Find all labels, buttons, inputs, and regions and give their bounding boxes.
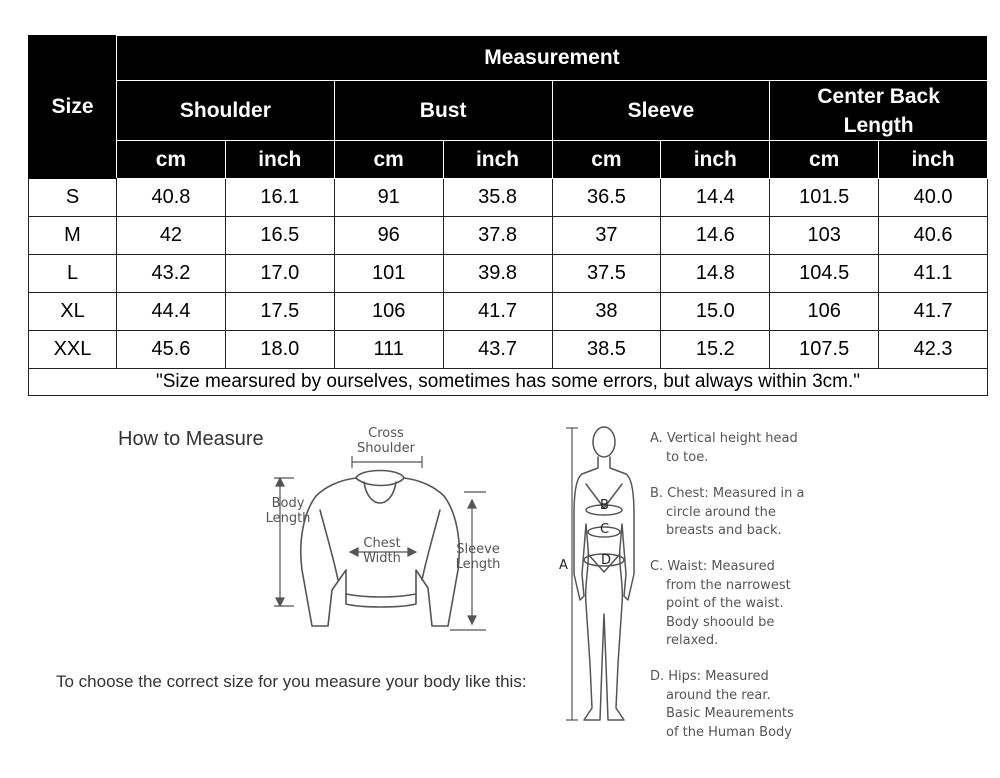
- group-header-sleeve: Sleeve: [552, 81, 770, 141]
- measurement-d-text: D. Hips: Measured around the rear. Basic Meaurements of the Human Body: [650, 669, 794, 740]
- size-cell: XL: [29, 293, 117, 331]
- value-cell: 18.0: [225, 331, 334, 369]
- value-cell: 40.6: [879, 217, 988, 255]
- value-cell: 42: [117, 217, 226, 255]
- table-row: [29, 293, 988, 331]
- group-header-shoulder: Shoulder: [117, 81, 335, 141]
- table-row: [29, 331, 988, 369]
- choose-size-instruction: To choose the correct size for you measure your body like this:: [56, 672, 527, 691]
- group-header-bust: Bust: [334, 81, 552, 141]
- measurement-a-text: A. Vertical height head to toe.: [650, 431, 798, 465]
- measurement-header: Measurement: [117, 36, 988, 81]
- value-cell: 14.6: [661, 217, 770, 255]
- value-cell: 39.8: [443, 255, 552, 293]
- value-cell: 40.0: [879, 179, 988, 217]
- value-cell: 106: [770, 293, 879, 331]
- value-cell: 16.1: [225, 179, 334, 217]
- size-cell: XXL: [29, 331, 117, 369]
- measurement-c-text: C. Waist: Measured from the narrowest point of the waist. Body shoould be relaxed.: [650, 559, 791, 648]
- sleeve-length-label: Sleeve Length: [455, 542, 501, 572]
- body-length-label: Body Length: [265, 496, 311, 526]
- how-to-measure-title: How to Measure: [118, 428, 264, 450]
- value-cell: 37.5: [552, 255, 661, 293]
- unit-header: inch: [661, 141, 770, 179]
- value-cell: 15.0: [661, 293, 770, 331]
- size-cell: L: [29, 255, 117, 293]
- unit-header: cm: [770, 141, 879, 179]
- value-cell: 40.8: [117, 179, 226, 217]
- marker-c: C: [600, 522, 610, 537]
- value-cell: 16.5: [225, 217, 334, 255]
- measurement-b-text: B. Chest: Measured in a circle around the breasts and back.: [650, 486, 805, 538]
- value-cell: 106: [334, 293, 443, 331]
- value-cell: 45.6: [117, 331, 226, 369]
- value-cell: 101: [334, 255, 443, 293]
- value-cell: 107.5: [770, 331, 879, 369]
- value-cell: 17.0: [225, 255, 334, 293]
- value-cell: 41.1: [879, 255, 988, 293]
- value-cell: 15.2: [661, 331, 770, 369]
- table-row: [29, 255, 988, 293]
- size-header: Size: [29, 36, 117, 179]
- unit-header: inch: [443, 141, 552, 179]
- size-cell: S: [29, 179, 117, 217]
- value-cell: 111: [334, 331, 443, 369]
- value-cell: 103: [770, 217, 879, 255]
- value-cell: 14.4: [661, 179, 770, 217]
- value-cell: 41.7: [443, 293, 552, 331]
- chest-width-label: Chest Width: [363, 536, 401, 566]
- value-cell: 14.8: [661, 255, 770, 293]
- value-cell: 35.8: [443, 179, 552, 217]
- marker-a: A: [559, 558, 568, 573]
- value-cell: 37: [552, 217, 661, 255]
- value-cell: 44.4: [117, 293, 226, 331]
- table-row: [29, 217, 988, 255]
- unit-header: inch: [879, 141, 988, 179]
- table-row: [29, 179, 988, 217]
- value-cell: 36.5: [552, 179, 661, 217]
- value-cell: 104.5: [770, 255, 879, 293]
- value-cell: 91: [334, 179, 443, 217]
- size-cell: M: [29, 217, 117, 255]
- size-chart-table: [28, 35, 988, 396]
- disclaimer-note: "Size mearsured by ourselves, sometimes has some errors, but always within 3cm.": [29, 369, 988, 396]
- unit-header: cm: [552, 141, 661, 179]
- cross-shoulder-label: Cross Shoulder: [357, 426, 415, 456]
- value-cell: 101.5: [770, 179, 879, 217]
- value-cell: 41.7: [879, 293, 988, 331]
- unit-header: cm: [334, 141, 443, 179]
- value-cell: 42.3: [879, 331, 988, 369]
- marker-d: D: [601, 553, 612, 568]
- group-header-center-back-length: Center Back Length: [770, 81, 988, 141]
- unit-header: inch: [225, 141, 334, 179]
- unit-header: cm: [117, 141, 226, 179]
- value-cell: 43.7: [443, 331, 552, 369]
- marker-b: B: [600, 498, 609, 513]
- value-cell: 38: [552, 293, 661, 331]
- value-cell: 38.5: [552, 331, 661, 369]
- value-cell: 17.5: [225, 293, 334, 331]
- value-cell: 43.2: [117, 255, 226, 293]
- body-diagram: [560, 424, 650, 728]
- value-cell: 37.8: [443, 217, 552, 255]
- value-cell: 96: [334, 217, 443, 255]
